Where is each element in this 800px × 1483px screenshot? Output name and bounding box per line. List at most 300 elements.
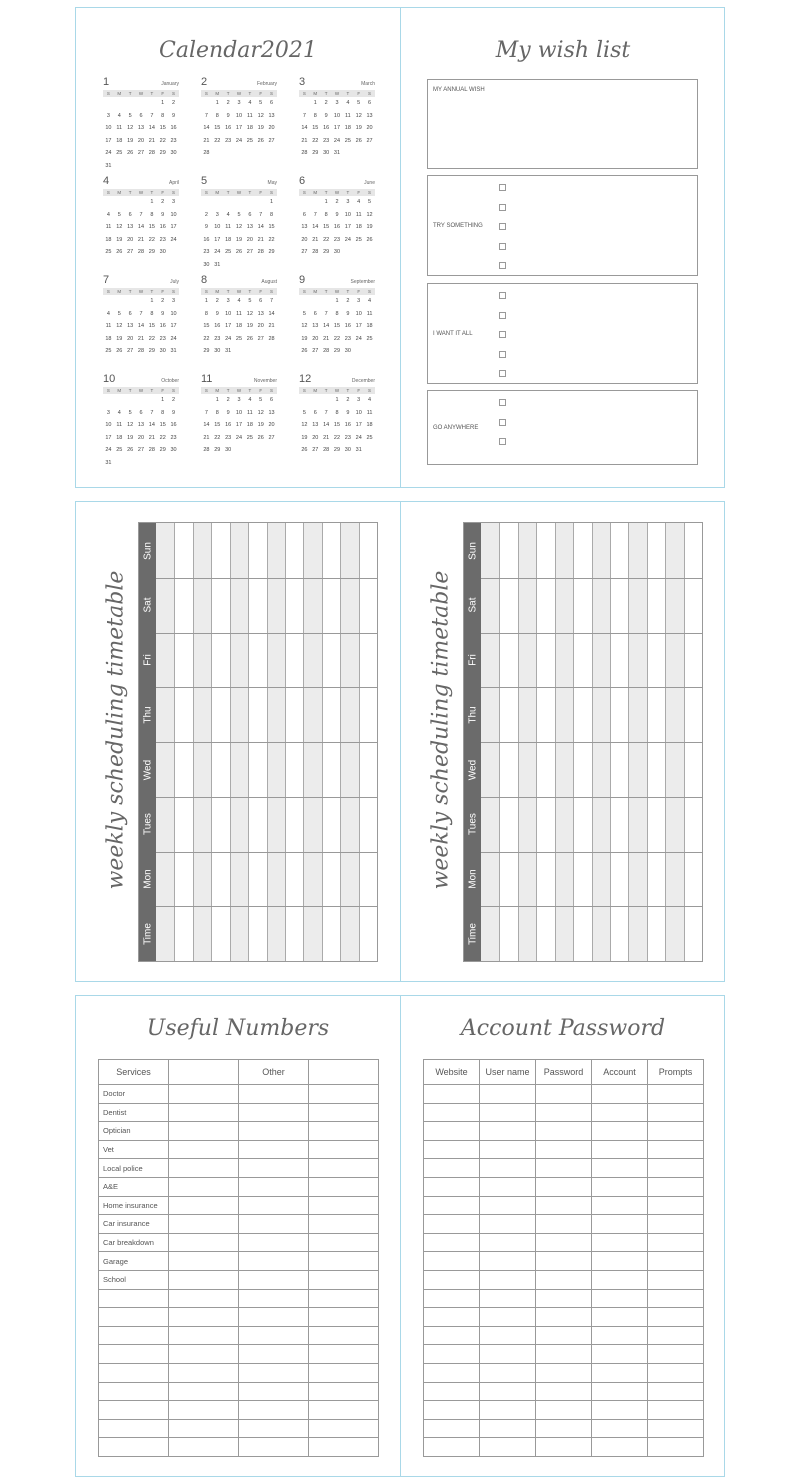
entry-cell[interactable] bbox=[239, 1233, 309, 1252]
day-number: 28 bbox=[148, 150, 155, 157]
entry-cell[interactable] bbox=[648, 1363, 704, 1382]
entry-cell[interactable] bbox=[480, 1326, 536, 1345]
row-line bbox=[156, 797, 377, 798]
service-cell bbox=[99, 1308, 169, 1327]
entry-cell[interactable] bbox=[424, 1363, 480, 1382]
month-name: April bbox=[168, 180, 179, 186]
day-grid bbox=[103, 295, 179, 358]
table-row bbox=[99, 1252, 379, 1271]
entry-cell[interactable] bbox=[424, 1140, 480, 1159]
day-number: 16 bbox=[170, 125, 177, 132]
entry-cell[interactable] bbox=[169, 1215, 239, 1234]
day-number: 19 bbox=[257, 422, 264, 429]
day-number: 22 bbox=[333, 434, 341, 441]
entry-cell[interactable] bbox=[648, 1103, 704, 1122]
day-blank bbox=[299, 295, 310, 308]
entry-cell[interactable] bbox=[424, 1289, 480, 1308]
entry-cell[interactable] bbox=[480, 1308, 536, 1327]
entry-cell[interactable] bbox=[480, 1233, 536, 1252]
entry-cell[interactable] bbox=[169, 1177, 239, 1196]
day-number: 2 bbox=[172, 100, 176, 106]
entry-cell[interactable] bbox=[536, 1159, 592, 1178]
entry-cell[interactable] bbox=[169, 1103, 239, 1122]
day-number: 8 bbox=[161, 112, 165, 119]
entry-cell[interactable] bbox=[480, 1419, 536, 1438]
day-number: 13 bbox=[137, 422, 145, 429]
entry-cell[interactable] bbox=[592, 1196, 648, 1215]
weekday-label: S bbox=[270, 388, 274, 393]
entry-cell[interactable] bbox=[424, 1122, 480, 1141]
entry-cell[interactable] bbox=[239, 1085, 309, 1104]
annual-wish-box[interactable] bbox=[427, 79, 698, 169]
entry-cell[interactable] bbox=[536, 1085, 592, 1104]
day-number: 28 bbox=[312, 249, 319, 256]
month-name: March bbox=[361, 81, 375, 87]
month-header bbox=[201, 177, 277, 189]
entry-cell[interactable] bbox=[309, 1140, 379, 1159]
checkbox[interactable] bbox=[499, 204, 506, 211]
weekday-label: T bbox=[248, 388, 252, 393]
entry-cell[interactable] bbox=[309, 1419, 379, 1438]
entry-cell[interactable] bbox=[169, 1196, 239, 1215]
entry-cell[interactable] bbox=[309, 1438, 379, 1457]
day-number: 14 bbox=[203, 125, 210, 132]
entry-cell[interactable] bbox=[309, 1177, 379, 1196]
table-row bbox=[424, 1308, 704, 1327]
entry-cell[interactable] bbox=[169, 1270, 239, 1289]
day-number: 6 bbox=[139, 112, 143, 119]
day-number: 11 bbox=[225, 224, 231, 231]
day-cell bbox=[139, 797, 156, 852]
entry-cell[interactable] bbox=[309, 1085, 379, 1104]
entry-cell[interactable] bbox=[648, 1122, 704, 1141]
day-number: 22 bbox=[203, 335, 210, 342]
entry-cell[interactable] bbox=[309, 1233, 379, 1252]
day-number: 25 bbox=[246, 137, 253, 144]
month-header bbox=[201, 276, 277, 288]
entry-cell[interactable] bbox=[424, 1345, 480, 1364]
entry-cell[interactable] bbox=[239, 1308, 309, 1327]
entry-cell[interactable] bbox=[536, 1233, 592, 1252]
day-number: 30 bbox=[344, 348, 351, 355]
weekday-label: T bbox=[150, 289, 154, 294]
entry-cell[interactable] bbox=[239, 1438, 309, 1457]
entry-cell[interactable] bbox=[480, 1159, 536, 1178]
entry-cell[interactable] bbox=[424, 1159, 480, 1178]
entry-cell[interactable] bbox=[648, 1140, 704, 1159]
day-number: 17 bbox=[235, 422, 243, 429]
entry-cell[interactable] bbox=[309, 1326, 379, 1345]
entry-cell[interactable] bbox=[239, 1270, 309, 1289]
entry-cell[interactable] bbox=[309, 1382, 379, 1401]
entry-cell[interactable] bbox=[424, 1308, 480, 1327]
weekday-label: S bbox=[172, 91, 176, 96]
entry-cell[interactable] bbox=[309, 1308, 379, 1327]
entry-cell[interactable] bbox=[648, 1326, 704, 1345]
day-number: 16 bbox=[344, 422, 351, 429]
entry-cell[interactable] bbox=[480, 1382, 536, 1401]
weekly-grid[interactable] bbox=[138, 522, 378, 962]
day-number: 11 bbox=[246, 112, 253, 119]
row-line bbox=[156, 633, 377, 634]
day-number: 26 bbox=[257, 434, 264, 441]
entry-cell[interactable] bbox=[592, 1270, 648, 1289]
entry-cell[interactable] bbox=[169, 1140, 239, 1159]
entry-cell[interactable] bbox=[536, 1140, 592, 1159]
checkbox[interactable] bbox=[499, 370, 506, 377]
weekly-page-left bbox=[76, 502, 400, 981]
weekday-label: T bbox=[128, 289, 132, 294]
entry-cell[interactable] bbox=[592, 1382, 648, 1401]
weekday-label: M bbox=[117, 289, 122, 294]
entry-cell[interactable] bbox=[309, 1252, 379, 1271]
entry-cell[interactable] bbox=[239, 1215, 309, 1234]
day-number: 19 bbox=[116, 335, 123, 342]
entry-cell[interactable] bbox=[648, 1289, 704, 1308]
weekly-grid[interactable] bbox=[463, 522, 703, 962]
entry-cell[interactable] bbox=[480, 1140, 536, 1159]
entry-cell[interactable] bbox=[239, 1159, 309, 1178]
weekday-label: S bbox=[302, 190, 306, 195]
entry-cell[interactable] bbox=[648, 1270, 704, 1289]
day-number: 22 bbox=[159, 434, 166, 441]
entry-cell[interactable] bbox=[536, 1270, 592, 1289]
entry-cell[interactable] bbox=[536, 1289, 592, 1308]
checkbox[interactable] bbox=[499, 438, 506, 445]
entry-cell[interactable] bbox=[239, 1326, 309, 1345]
entry-cell[interactable] bbox=[536, 1252, 592, 1271]
entry-cell[interactable] bbox=[239, 1140, 309, 1159]
entry-cell[interactable] bbox=[536, 1196, 592, 1215]
day-blank bbox=[310, 295, 321, 308]
entry-cell[interactable] bbox=[239, 1401, 309, 1420]
day-number: 27 bbox=[268, 434, 275, 441]
day-number: 19 bbox=[301, 335, 308, 342]
day-number: 11 bbox=[236, 310, 242, 317]
day-number: 30 bbox=[159, 249, 166, 256]
day-grid bbox=[201, 196, 277, 272]
day-number: 12 bbox=[257, 409, 264, 416]
entry-cell[interactable] bbox=[309, 1401, 379, 1420]
entry-cell[interactable] bbox=[536, 1345, 592, 1364]
calendar-month bbox=[299, 78, 375, 160]
entry-cell[interactable] bbox=[592, 1326, 648, 1345]
entry-cell[interactable] bbox=[239, 1122, 309, 1141]
entry-cell[interactable] bbox=[309, 1363, 379, 1382]
entry-cell[interactable] bbox=[169, 1326, 239, 1345]
month-header bbox=[103, 276, 179, 288]
entry-cell[interactable] bbox=[169, 1419, 239, 1438]
weekday-label: S bbox=[302, 289, 306, 294]
entry-cell[interactable] bbox=[592, 1308, 648, 1327]
entry-cell[interactable] bbox=[309, 1289, 379, 1308]
entry-cell[interactable] bbox=[648, 1345, 704, 1364]
entry-cell[interactable] bbox=[592, 1103, 648, 1122]
entry-cell[interactable] bbox=[424, 1252, 480, 1271]
day-number: 16 bbox=[170, 422, 177, 429]
entry-cell[interactable] bbox=[169, 1308, 239, 1327]
entry-cell[interactable] bbox=[592, 1233, 648, 1252]
month-number: 5 bbox=[201, 175, 208, 187]
entry-cell[interactable] bbox=[536, 1326, 592, 1345]
entry-cell[interactable] bbox=[480, 1270, 536, 1289]
weekday-label: W bbox=[138, 190, 144, 195]
checkbox[interactable] bbox=[499, 331, 506, 338]
entry-cell[interactable] bbox=[309, 1215, 379, 1234]
weekday-label: S bbox=[172, 289, 176, 294]
day-number: 17 bbox=[170, 323, 177, 330]
entry-cell[interactable] bbox=[424, 1177, 480, 1196]
entry-cell[interactable] bbox=[480, 1103, 536, 1122]
day-number: 10 bbox=[105, 125, 112, 132]
entry-cell[interactable] bbox=[309, 1196, 379, 1215]
day-label: Sun bbox=[142, 541, 153, 560]
day-number: 16 bbox=[203, 236, 210, 243]
day-number: 15 bbox=[203, 323, 210, 330]
day-number: 3 bbox=[226, 298, 230, 304]
day-number: 20 bbox=[268, 422, 275, 429]
day-number: 25 bbox=[355, 236, 362, 243]
entry-cell[interactable] bbox=[480, 1215, 536, 1234]
entry-cell[interactable] bbox=[536, 1363, 592, 1382]
entry-cell[interactable] bbox=[536, 1215, 592, 1234]
day-number: 15 bbox=[333, 323, 341, 330]
entry-cell[interactable] bbox=[536, 1382, 592, 1401]
day-number: 5 bbox=[117, 310, 121, 317]
entry-cell[interactable] bbox=[169, 1289, 239, 1308]
entry-cell[interactable] bbox=[169, 1382, 239, 1401]
checkbox[interactable] bbox=[499, 262, 506, 269]
entry-cell[interactable] bbox=[648, 1438, 704, 1457]
entry-cell[interactable] bbox=[239, 1345, 309, 1364]
entry-cell[interactable] bbox=[536, 1122, 592, 1141]
entry-cell[interactable] bbox=[648, 1252, 704, 1271]
day-number: 16 bbox=[323, 125, 330, 132]
entry-cell[interactable] bbox=[480, 1177, 536, 1196]
entry-cell[interactable] bbox=[648, 1177, 704, 1196]
month-number: 4 bbox=[103, 175, 110, 187]
entry-cell[interactable] bbox=[480, 1438, 536, 1457]
entry-cell[interactable] bbox=[536, 1419, 592, 1438]
day-number: 20 bbox=[127, 335, 134, 342]
entry-cell[interactable] bbox=[169, 1363, 239, 1382]
day-number: 15 bbox=[333, 422, 341, 429]
day-cell bbox=[139, 523, 156, 578]
day-number: 2 bbox=[172, 397, 176, 403]
day-number: 24 bbox=[170, 335, 177, 342]
checkbox[interactable] bbox=[499, 419, 506, 426]
checkbox[interactable] bbox=[499, 243, 506, 250]
checkbox[interactable] bbox=[499, 351, 506, 358]
weekday-label: T bbox=[226, 91, 230, 96]
day-number: 3 bbox=[335, 100, 339, 106]
entry-cell[interactable] bbox=[648, 1159, 704, 1178]
entry-cell[interactable] bbox=[169, 1438, 239, 1457]
entry-cell[interactable] bbox=[239, 1196, 309, 1215]
entry-cell[interactable] bbox=[592, 1122, 648, 1141]
account-password-title: Account Password bbox=[460, 1016, 666, 1041]
entry-cell[interactable] bbox=[480, 1345, 536, 1364]
spread-calendar-wishlist bbox=[75, 7, 725, 488]
row-line bbox=[481, 578, 702, 579]
table-row bbox=[99, 1438, 379, 1457]
entry-cell[interactable] bbox=[239, 1289, 309, 1308]
day-number: 18 bbox=[116, 434, 123, 441]
month-name: February bbox=[256, 81, 277, 87]
entry-cell[interactable] bbox=[169, 1252, 239, 1271]
entry-cell[interactable] bbox=[424, 1085, 480, 1104]
table-header-row bbox=[99, 1060, 379, 1085]
entry-cell[interactable] bbox=[309, 1345, 379, 1364]
entry-cell[interactable] bbox=[424, 1196, 480, 1215]
entry-cell[interactable] bbox=[480, 1196, 536, 1215]
weekday-header bbox=[299, 189, 375, 196]
wish-section-box bbox=[427, 390, 698, 465]
entry-cell[interactable] bbox=[536, 1308, 592, 1327]
day-number: 27 bbox=[366, 137, 373, 144]
entry-cell[interactable] bbox=[480, 1085, 536, 1104]
entry-cell[interactable] bbox=[424, 1438, 480, 1457]
entry-cell[interactable] bbox=[648, 1308, 704, 1327]
entry-cell[interactable] bbox=[239, 1363, 309, 1382]
entry-cell[interactable] bbox=[480, 1252, 536, 1271]
day-number: 30 bbox=[323, 150, 330, 157]
entry-cell[interactable] bbox=[169, 1345, 239, 1364]
entry-cell[interactable] bbox=[592, 1363, 648, 1382]
service-cell: Doctor bbox=[99, 1085, 169, 1104]
day-number: 15 bbox=[148, 323, 155, 330]
entry-cell[interactable] bbox=[239, 1177, 309, 1196]
day-number: 17 bbox=[235, 125, 243, 132]
day-number: 20 bbox=[301, 236, 308, 243]
entry-cell[interactable] bbox=[169, 1159, 239, 1178]
day-number: 14 bbox=[137, 323, 145, 330]
entry-cell[interactable] bbox=[239, 1252, 309, 1271]
weekday-label: S bbox=[172, 190, 176, 195]
day-number: 29 bbox=[268, 249, 275, 256]
entry-cell[interactable] bbox=[592, 1215, 648, 1234]
day-number: 12 bbox=[127, 422, 134, 429]
entry-cell[interactable] bbox=[424, 1326, 480, 1345]
day-number: 4 bbox=[117, 112, 121, 119]
entry-cell[interactable] bbox=[648, 1215, 704, 1234]
entry-cell[interactable] bbox=[480, 1401, 536, 1420]
entry-cell[interactable] bbox=[480, 1289, 536, 1308]
entry-cell[interactable] bbox=[169, 1122, 239, 1141]
entry-cell[interactable] bbox=[592, 1289, 648, 1308]
entry-cell[interactable] bbox=[424, 1401, 480, 1420]
day-number: 27 bbox=[257, 335, 264, 342]
checkbox[interactable] bbox=[499, 399, 506, 406]
entry-cell[interactable] bbox=[648, 1401, 704, 1420]
weekday-header bbox=[103, 387, 179, 394]
entry-cell[interactable] bbox=[309, 1122, 379, 1141]
table-row bbox=[424, 1215, 704, 1234]
day-grid bbox=[299, 196, 375, 259]
entry-cell[interactable] bbox=[169, 1233, 239, 1252]
entry-cell[interactable] bbox=[424, 1215, 480, 1234]
day-number: 18 bbox=[246, 422, 253, 429]
month-name: September bbox=[350, 279, 375, 285]
day-number: 7 bbox=[150, 112, 154, 119]
day-number: 29 bbox=[148, 348, 155, 355]
entry-cell[interactable] bbox=[536, 1401, 592, 1420]
entry-cell[interactable] bbox=[592, 1345, 648, 1364]
entry-cell[interactable] bbox=[592, 1140, 648, 1159]
entry-cell[interactable] bbox=[309, 1159, 379, 1178]
day-number: 12 bbox=[366, 211, 373, 218]
day-number: 10 bbox=[355, 310, 362, 317]
day-number: 17 bbox=[333, 125, 341, 132]
table-row bbox=[99, 1177, 379, 1196]
entry-cell[interactable] bbox=[424, 1270, 480, 1289]
day-number: 10 bbox=[333, 112, 341, 119]
entry-cell[interactable] bbox=[424, 1233, 480, 1252]
entry-cell[interactable] bbox=[169, 1085, 239, 1104]
entry-cell[interactable] bbox=[239, 1382, 309, 1401]
day-number: 11 bbox=[366, 409, 373, 416]
checkbox[interactable] bbox=[499, 292, 506, 299]
entry-cell[interactable] bbox=[648, 1085, 704, 1104]
entry-cell[interactable] bbox=[169, 1401, 239, 1420]
day-number: 26 bbox=[116, 348, 123, 355]
entry-cell[interactable] bbox=[592, 1085, 648, 1104]
entry-cell[interactable] bbox=[536, 1438, 592, 1457]
entry-cell[interactable] bbox=[424, 1103, 480, 1122]
entry-cell[interactable] bbox=[648, 1419, 704, 1438]
weekday-label: F bbox=[259, 388, 263, 393]
entry-cell[interactable] bbox=[480, 1363, 536, 1382]
checkbox[interactable] bbox=[499, 223, 506, 230]
day-number: 19 bbox=[257, 125, 264, 132]
entry-cell[interactable] bbox=[424, 1419, 480, 1438]
weekday-label: T bbox=[248, 190, 252, 195]
entry-cell[interactable] bbox=[592, 1159, 648, 1178]
day-number: 17 bbox=[225, 323, 232, 330]
weekday-header bbox=[201, 90, 277, 97]
weekday-label: S bbox=[106, 91, 110, 96]
entry-cell[interactable] bbox=[592, 1252, 648, 1271]
entry-cell[interactable] bbox=[592, 1401, 648, 1420]
entry-cell[interactable] bbox=[592, 1438, 648, 1457]
entry-cell[interactable] bbox=[239, 1103, 309, 1122]
day-number: 2 bbox=[161, 199, 165, 205]
row-line bbox=[481, 742, 702, 743]
entry-cell[interactable] bbox=[309, 1103, 379, 1122]
entry-cell[interactable] bbox=[480, 1122, 536, 1141]
day-number: 9 bbox=[161, 211, 165, 218]
day-number: 12 bbox=[301, 422, 308, 429]
checkbox[interactable] bbox=[499, 184, 506, 191]
entry-cell[interactable] bbox=[536, 1103, 592, 1122]
month-number: 10 bbox=[103, 373, 116, 385]
entry-cell[interactable] bbox=[648, 1196, 704, 1215]
checkbox[interactable] bbox=[499, 312, 506, 319]
day-number: 1 bbox=[215, 100, 219, 106]
day-number: 25 bbox=[116, 150, 123, 157]
weekday-label: T bbox=[324, 388, 328, 393]
entry-cell[interactable] bbox=[424, 1382, 480, 1401]
entry-cell[interactable] bbox=[592, 1177, 648, 1196]
day-number: 12 bbox=[127, 125, 134, 132]
day-number: 28 bbox=[301, 150, 308, 157]
entry-cell[interactable] bbox=[536, 1177, 592, 1196]
entry-cell[interactable] bbox=[648, 1382, 704, 1401]
entry-cell[interactable] bbox=[239, 1419, 309, 1438]
entry-cell[interactable] bbox=[309, 1270, 379, 1289]
entry-cell[interactable] bbox=[648, 1233, 704, 1252]
entry-cell[interactable] bbox=[592, 1419, 648, 1438]
